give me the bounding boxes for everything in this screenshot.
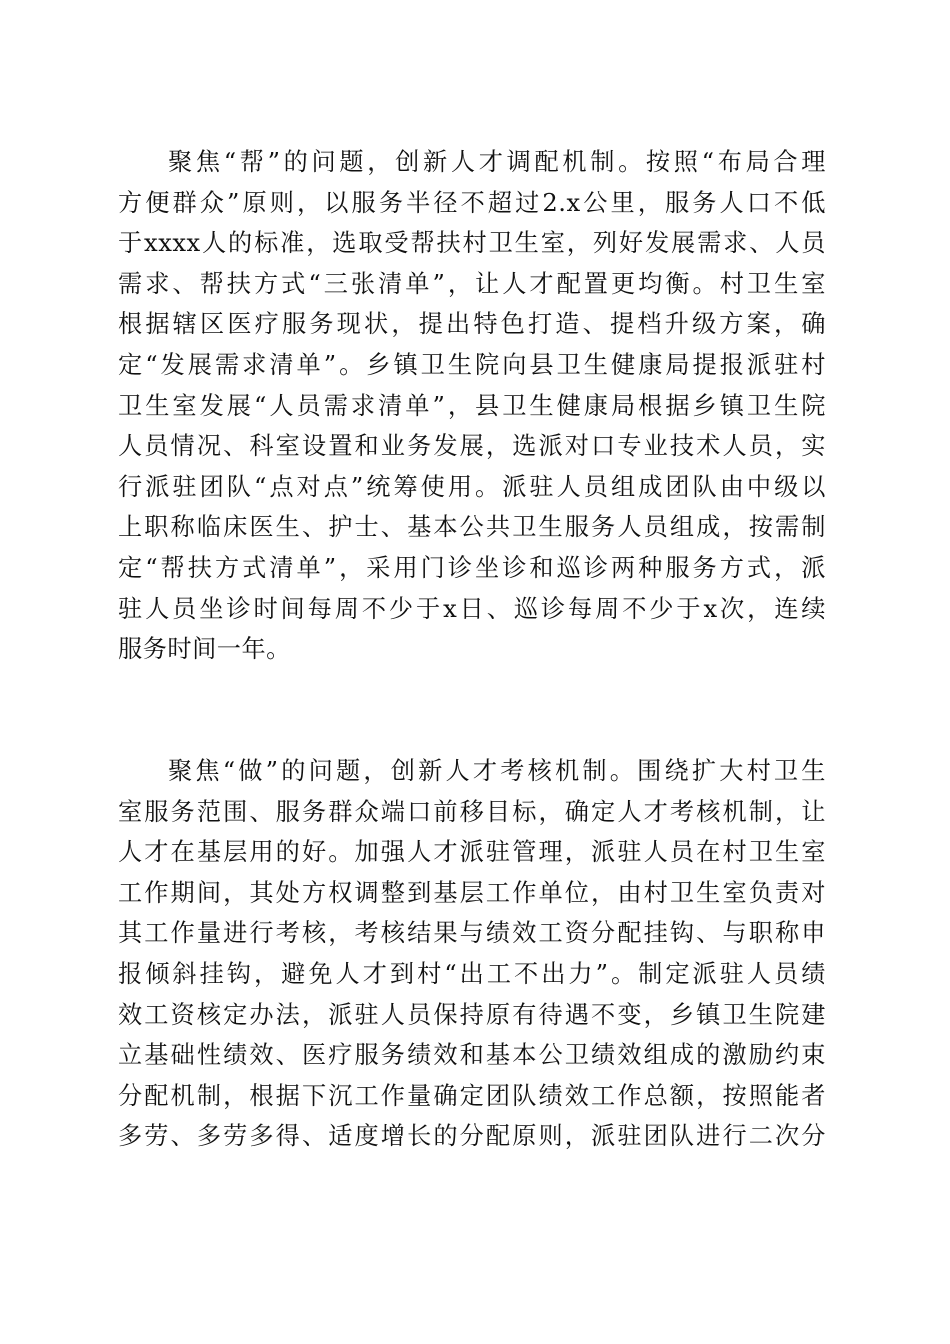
text-line: 服务时间一年。 (118, 635, 291, 664)
text-line: 上职称临床医生、护士、基本公共卫生服务人员组成，按需制 (118, 513, 826, 542)
text-line: 人才在基层用的好。加强人才派驻管理，派驻人员在村卫生室 (118, 838, 826, 867)
text-line: 立基础性绩效、医疗服务绩效和基本公卫绩效组成的激励约束 (118, 1041, 826, 1070)
text-line: 方便群众”原则，以服务半径不超过2.x公里，服务人口不低 (118, 188, 826, 217)
text-line: 人员情况、科室设置和业务发展，选派对口专业技术人员，实 (118, 432, 826, 461)
text-line: 工作期间，其处方权调整到基层工作单位，由村卫生室负责对 (118, 878, 826, 907)
text-line: 定“帮扶方式清单”，采用门诊坐诊和巡诊两种服务方式，派 (118, 553, 826, 582)
text-line: 需求、帮扶方式“三张清单”，让人才配置更均衡。村卫生室 (118, 269, 826, 298)
text-line: 聚焦“帮”的问题，创新人才调配机制。按照“布局合理 (168, 148, 826, 176)
text-line: 定“发展需求清单”。乡镇卫生院向县卫生健康局提报派驻村 (118, 350, 826, 379)
text-line: 效工资核定办法，派驻人员保持原有待遇不变，乡镇卫生院建 (118, 1000, 826, 1029)
paragraph-talent-assessment (118, 751, 826, 1157)
text-line: 聚焦“做”的问题，创新人才考核机制。围绕扩大村卫生 (168, 757, 826, 785)
text-line: 根据辖区医疗服务现状，提出特色打造、提档升级方案，确 (118, 310, 826, 339)
text-line: 多劳、多劳多得、适度增长的分配原则，派驻团队进行二次分 (118, 1122, 826, 1151)
text-line: 行派驻团队“点对点”统筹使用。派驻人员组成团队由中级以 (118, 472, 826, 501)
text-line: 卫生室发展“人员需求清单”，县卫生健康局根据乡镇卫生院 (118, 391, 826, 420)
paragraph-talent-allocation (118, 142, 826, 670)
text-line: 室服务范围、服务群众端口前移目标，确定人才考核机制，让 (118, 797, 826, 826)
text-line: 分配机制，根据下沉工作量确定团队绩效工作总额，按照能者 (118, 1081, 826, 1110)
text-line: 报倾斜挂钩，避免人才到村“出工不出力”。制定派驻人员绩 (118, 959, 826, 988)
text-line: 于xxxx人的标准，选取受帮扶村卫生室，列好发展需求、人员 (118, 229, 826, 258)
text-line: 其工作量进行考核，考核结果与绩效工资分配挂钩、与职称申 (118, 919, 826, 948)
text-line: 驻人员坐诊时间每周不少于x日、巡诊每周不少于x次，连续 (118, 594, 826, 623)
